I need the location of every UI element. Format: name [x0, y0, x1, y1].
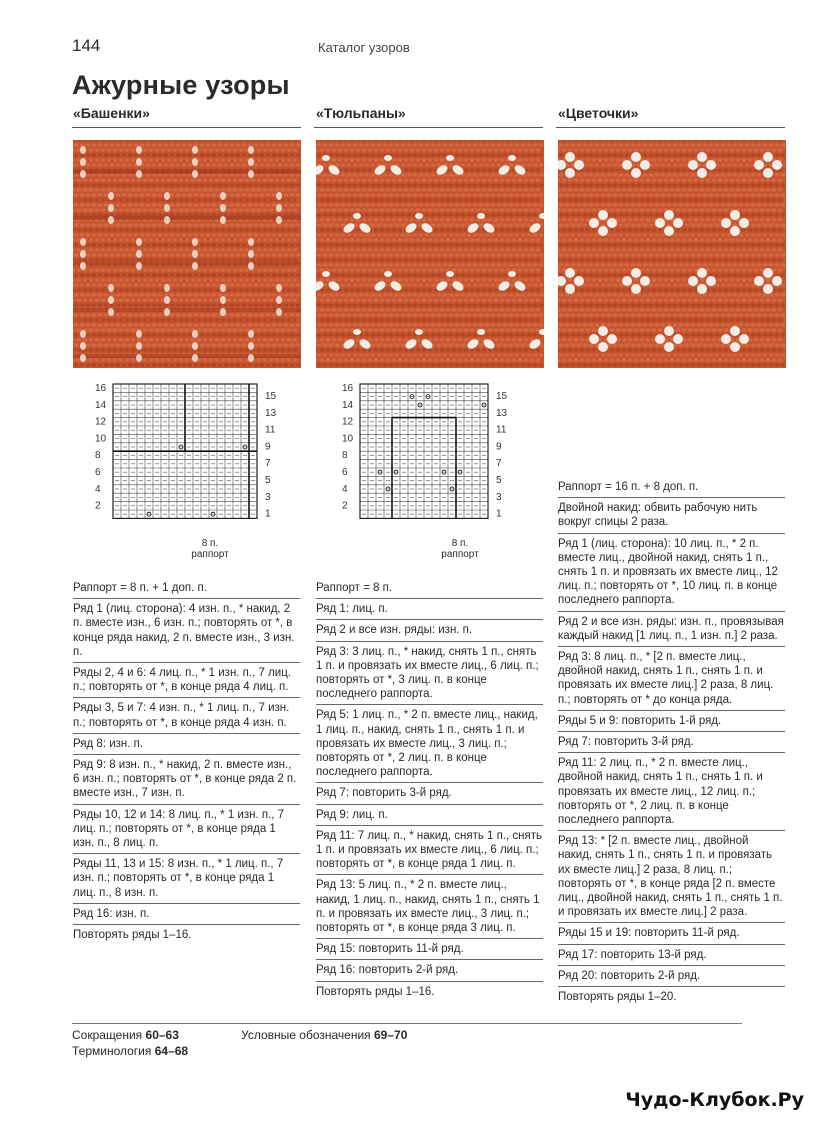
instruction-row: Ряд 9: 8 изн. п., * накид, 2 п. вместе изн., 6 изн. п.; повторять от *, в конце ряда 2 п. вместе изн., 7 изн. п.: [73, 755, 300, 805]
chart-row-number: 6: [95, 467, 101, 478]
chart-row-number: 2: [95, 500, 101, 512]
chart-row-number: 12: [342, 416, 354, 428]
knitting-chart-bashenki: [80, 378, 300, 568]
instruction-row: Ряды 5 и 9: повторить 1-й ряд.: [558, 711, 785, 732]
instruction-row: Повторять ряды 1–16.: [73, 929, 192, 942]
chart-row-number: 4: [342, 483, 348, 495]
instruction-row: Раппорт = 8 п.: [316, 578, 543, 599]
instruction-row: Ряд 9: лиц. п.: [316, 805, 543, 826]
chart-row-number: 13: [265, 407, 277, 419]
instruction-row: Ряд 1 (лиц. сторона): 4 изн. п., * накид, 2 п. вместе изн., 6 изн. п.; повторять от *, в конце ряда накид, 2 п. вместе изн., 3 изн. п.: [73, 599, 300, 663]
instruction-row: Ряд 2 и все изн. ряды: изн. п.: [316, 620, 543, 641]
instruction-row: Ряд 16: изн. п.: [73, 904, 300, 925]
instructions-tyulpany: [316, 578, 543, 1002]
instruction-row: Ряд 5: 1 лиц. п., * 2 п. вместе лиц., накид, 1 лиц. п., накид, снять 1 п., снять 1 п. и провязать их вместе лиц., 3 лиц. п.; повторять от *, 2 лиц. п. в конце последнего раппорта.: [316, 705, 543, 783]
instruction-row: Ряд 11: 7 лиц. п., * накид, снять 1 п., снять 1 п. и провязать их вместе лиц., 6 лиц. п.; повторять от *, в конце ряда 1 лиц. п.: [316, 826, 543, 876]
instruction-row: Ряд 2 и все изн. ряды: изн. п., провязывая каждый накид [1 лиц. п., 1 изн. п.] 2 раза.: [558, 612, 785, 647]
chart-row-number: 16: [95, 383, 107, 394]
instruction-row: Ряд 15: повторить 11-й ряд.: [316, 939, 543, 960]
instructions-tsvetochki: [558, 477, 785, 1007]
footer-rule: [72, 1023, 742, 1024]
chart-row-number: 14: [342, 399, 354, 411]
instruction-row: Повторять ряды 1–20.: [558, 991, 677, 1004]
instruction-row: Ряд 13: 5 лиц. п., * 2 п. вместе лиц., накид, 1 лиц. п., накид, снять 1 п., снять 1 п. и провязать их вместе лиц., 3 лиц. п.; повторять от *, в конце ряда 3 лиц. п.: [316, 875, 543, 939]
chart-row-number: 13: [496, 407, 508, 419]
instruction-row: Ряд 7: повторить 3-й ряд.: [316, 783, 543, 804]
swatch-photo-bashenki: [73, 140, 301, 368]
chart-row-number: 2: [342, 500, 348, 512]
chart-row-number: 9: [496, 441, 502, 453]
chart-row-number: 11: [496, 424, 507, 436]
instruction-row: Ряд 3: 3 лиц. п., * накид, снять 1 п., снять 1 п. и провязать их вместе лиц., 6 лиц. п.; повторять от *, 3 лиц. п. в конце последнего раппорта.: [316, 642, 543, 706]
column-rule: [556, 127, 785, 128]
instructions-bashenki: [73, 578, 300, 945]
chart-row-number: 7: [496, 458, 502, 470]
instruction-row: Раппорт = 8 п. + 1 доп. п.: [73, 578, 300, 599]
swatch-photo-tsvetochki: [558, 140, 786, 368]
chart-row-number: 4: [95, 483, 101, 495]
chart-row-number: 8: [95, 450, 101, 462]
instruction-row: Ряд 20: повторить 2-й ряд.: [558, 966, 785, 987]
chart-row-number: 5: [265, 475, 271, 486]
chart-row-number: 15: [265, 391, 277, 402]
chart-row-number: 10: [342, 433, 354, 445]
chart-row-number: 10: [95, 433, 107, 445]
chart-row-number: 1: [496, 508, 502, 520]
page-number: 144: [72, 36, 101, 55]
instruction-row: Ряд 16: повторить 2-й ряд.: [316, 960, 543, 981]
column-rule: [72, 127, 301, 128]
instruction-row: Ряд 7: повторить 3-й ряд.: [558, 732, 785, 753]
instruction-row: Ряды 2, 4 и 6: 4 лиц. п., * 1 изн. п., 7 лиц. п.; повторять от *, в конце ряда 4 лиц. п.: [73, 663, 300, 698]
instruction-row: Ряды 11, 13 и 15: 8 изн. п., * 1 лиц. п., 7 изн. п.; повторять от *, в конце ряда 1 лиц. п., 8 изн. п.: [73, 854, 300, 904]
instruction-row: Раппорт = 16 п. + 8 доп. п.: [558, 477, 785, 498]
pattern-title-tyulpany: «Тюльпаны»: [316, 105, 406, 121]
instruction-row: Ряд 11: 2 лиц. п., * 2 п. вместе лиц., двойной накид, снять 1 п., снять 1 п. и провязать их вместе лиц., 12 лиц. п.; повторять от *, 2 лиц. п. в конце последнего раппорта.: [558, 753, 785, 831]
chart-row-number: 7: [265, 458, 271, 470]
instruction-row: Ряд 1: лиц. п.: [316, 599, 543, 620]
rapport-label: 8 п. раппорт: [441, 538, 479, 560]
chart-row-number: 3: [265, 491, 271, 503]
instruction-row: Ряды 15 и 19: повторить 11-й ряд.: [558, 923, 785, 944]
instruction-row: Ряд 13: * [2 п. вместе лиц., двойной накид, снять 1 п., снять 1 п. и провязать их вместе лиц.] 2 раза, 8 лиц. п.; повторять от *, в конце ряда [2 п. вместе лиц., двойной накид, снять 1 п., снять 1 п. и провязать их вместе лиц.] 2 раза.: [558, 831, 785, 923]
knitting-chart-tyulpany: [330, 378, 530, 568]
chart-row-number: 9: [265, 441, 271, 453]
instruction-row: Ряд 17: повторить 13-й ряд.: [558, 945, 785, 966]
chart-row-number: 8: [342, 450, 348, 462]
rapport-label: 8 п. раппорт: [191, 538, 229, 560]
chart-row-number: 15: [496, 391, 508, 402]
chart-row-number: 12: [95, 416, 107, 428]
chart-row-number: 6: [342, 467, 348, 478]
footer-terminology[interactable]: Терминология 64–68: [72, 1044, 189, 1058]
chart-row-number: 14: [95, 399, 107, 411]
instruction-row: Ряд 3: 8 лиц. п., * [2 п. вместе лиц., двойной накид, снять 1 п., снять 1 п. и провязать их вместе лиц.] 2 раза, 8 лиц. п.; повторять от * до конца ряда.: [558, 647, 785, 711]
footer-symbols[interactable]: Условные обозначения 69–70: [241, 1028, 408, 1042]
instruction-row: Ряды 10, 12 и 14: 8 лиц. п., * 1 изн. п., 7 лиц. п.; повторять от *, в конце ряда 1 изн. п., 8 лиц. п.: [73, 805, 300, 855]
chart-row-number: 16: [342, 383, 354, 394]
column-rule: [314, 127, 543, 128]
section-title: Ажурные узоры: [72, 70, 290, 100]
instruction-row: Ряд 1 (лиц. сторона): 10 лиц. п., * 2 п. вместе лиц., двойной накид, снять 1 п., снять 1 п. и провязать их вместе лиц., 12 лиц. п.; повторять от *, 10 лиц. п. в конце последнего раппорта.: [558, 534, 785, 612]
instruction-row: Ряды 3, 5 и 7: 4 изн. п., * 1 лиц. п., 7 изн. п.; повторять от *, в конце ряда 4 изн. п.: [73, 698, 300, 733]
instruction-row: Повторять ряды 1–16.: [316, 985, 435, 998]
instruction-row: Ряд 8: изн. п.: [73, 734, 300, 755]
site-watermark: Чудо-Клубок.Ру: [625, 1089, 804, 1111]
footer-abbreviations[interactable]: Сокращения 60–63: [72, 1028, 179, 1042]
swatch-photo-tyulpany: [316, 140, 544, 368]
chart-row-number: 5: [496, 475, 502, 486]
running-head: Каталог узоров: [318, 40, 410, 55]
chart-row-number: 11: [265, 424, 276, 436]
pattern-title-tsvetochki: «Цветочки»: [558, 105, 639, 121]
instruction-row: Двойной накид: обвить рабочую нить вокруг спицы 2 раза.: [558, 498, 785, 533]
pattern-title-bashenki: «Башенки»: [73, 105, 150, 121]
chart-row-number: 1: [265, 508, 271, 520]
chart-row-number: 3: [496, 491, 502, 503]
